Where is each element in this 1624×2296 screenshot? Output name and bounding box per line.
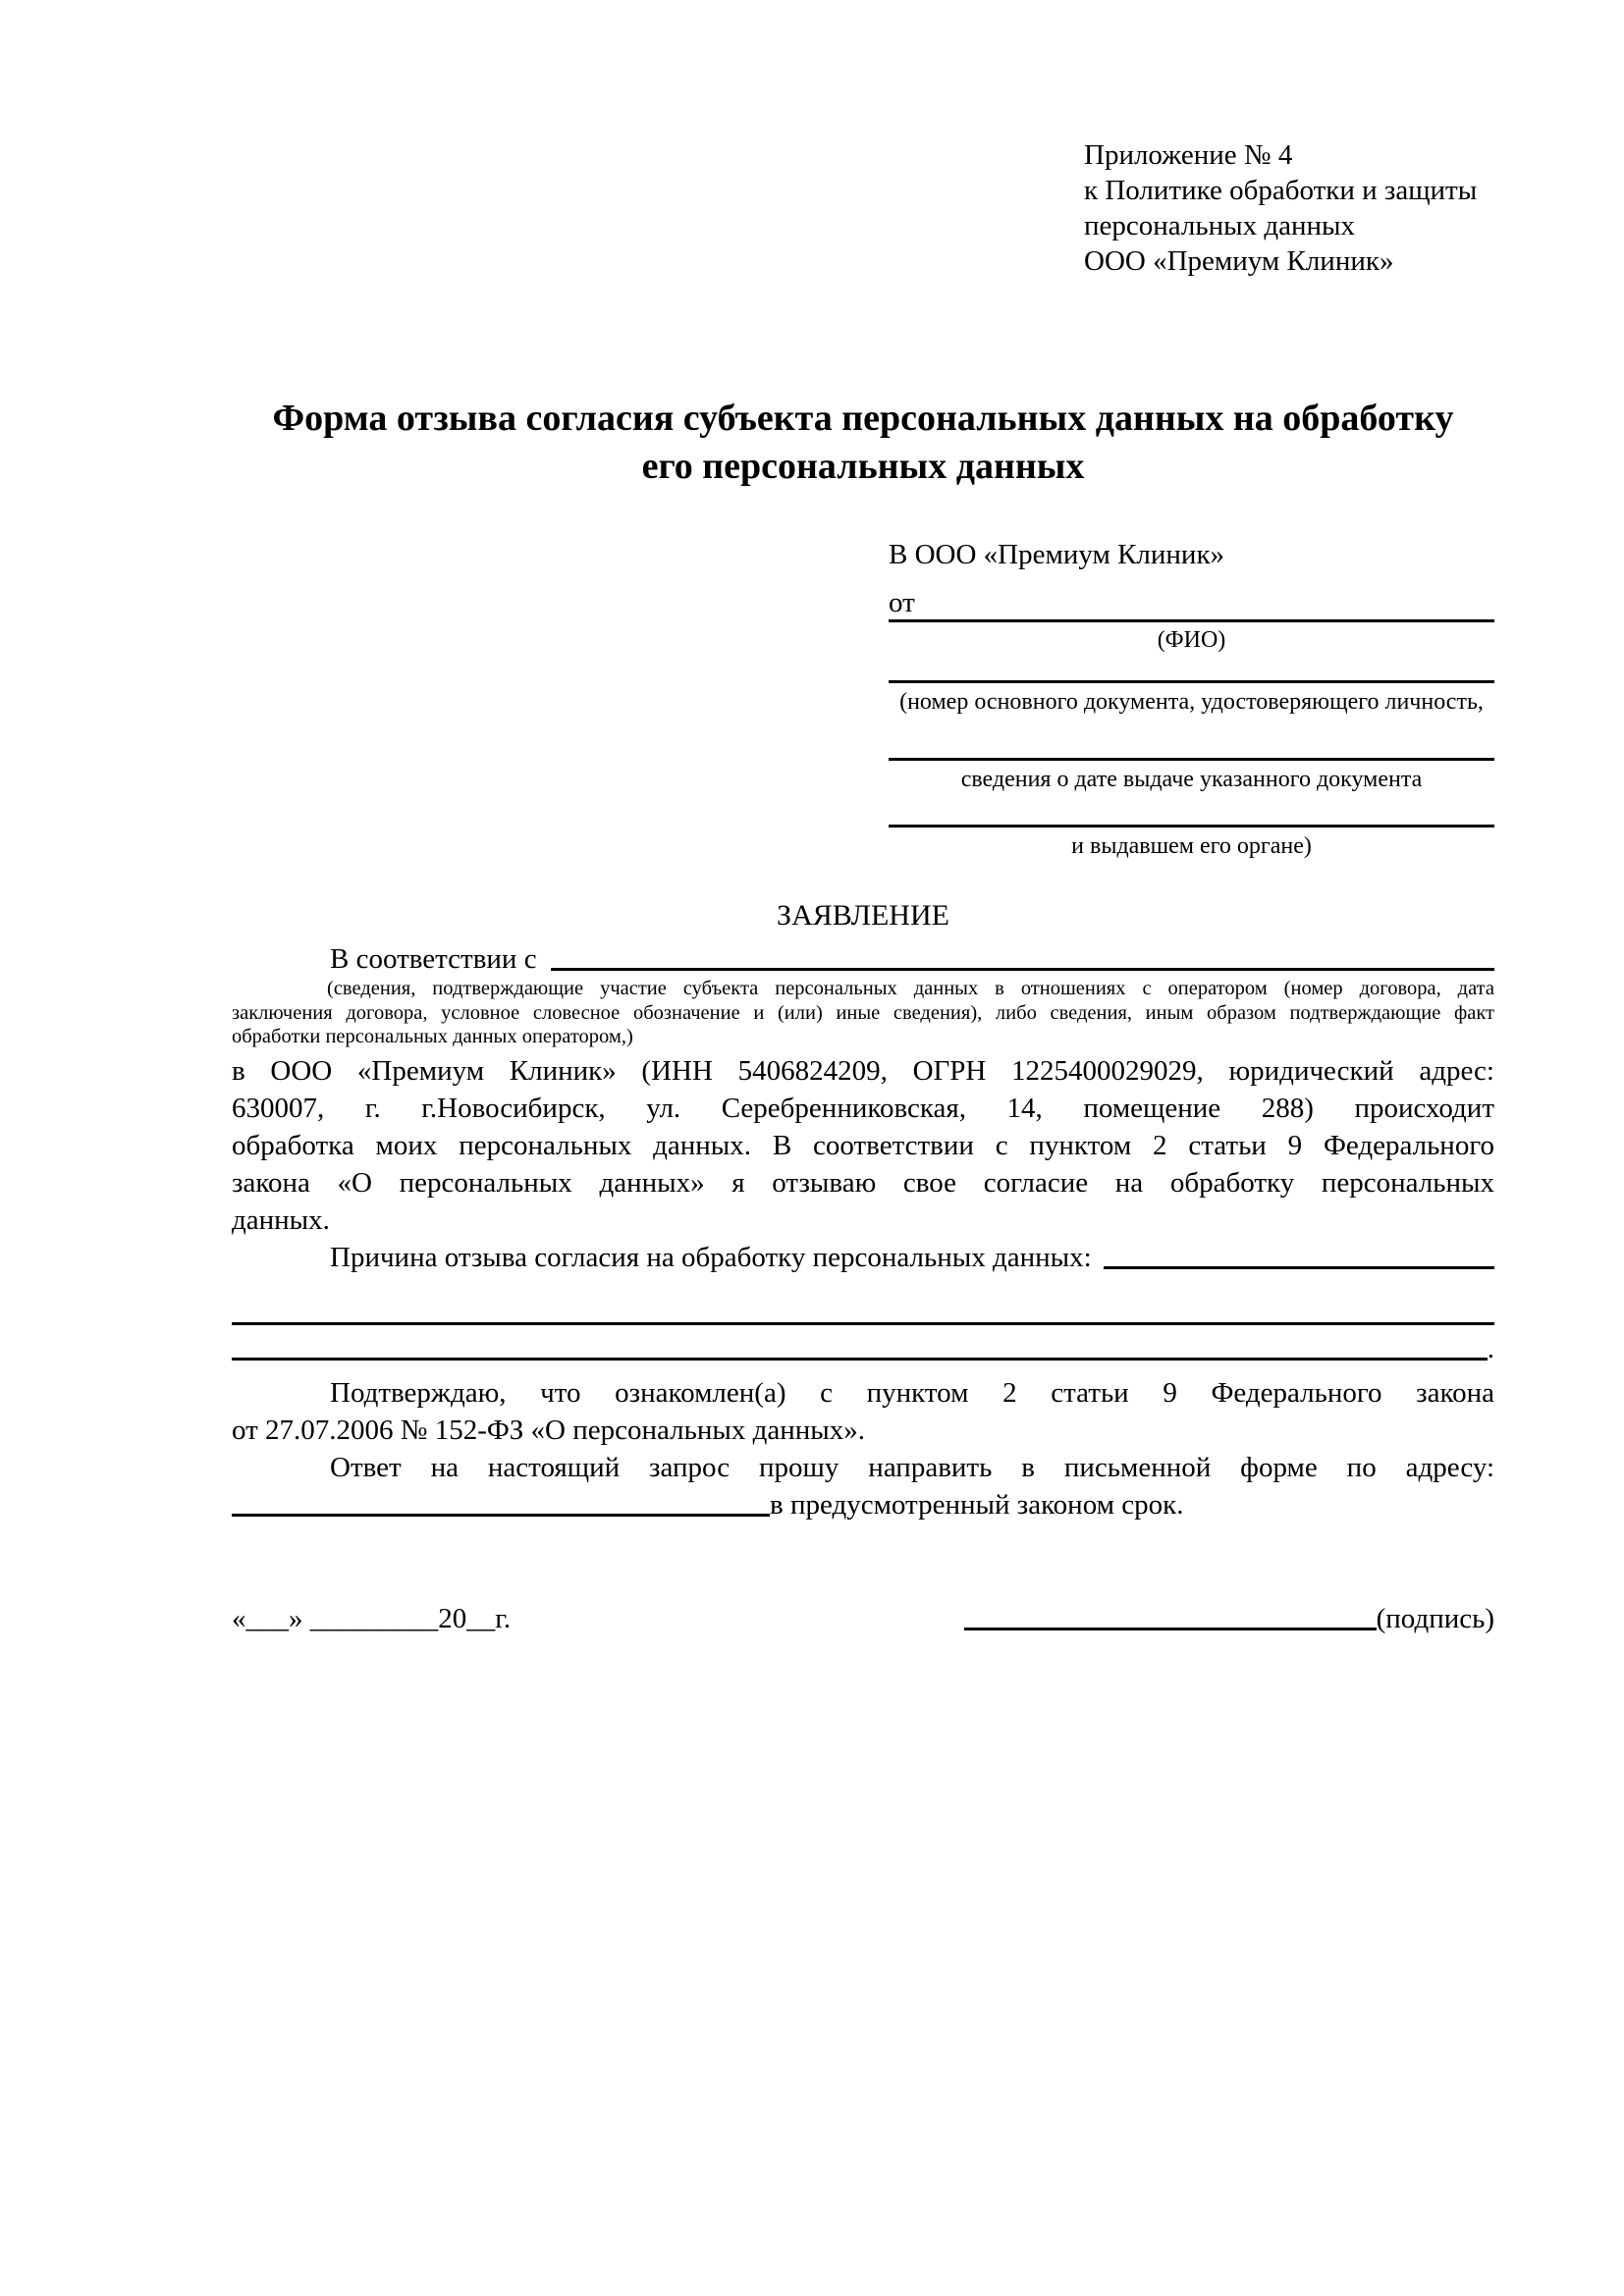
signature-blank-line <box>964 1628 1377 1630</box>
confirmation-line: Подтверждаю, что ознакомлен(а) с пунктом 2 статьи 9 Федерального закона <box>330 1377 1494 1409</box>
intro-prefix: В соответствии с <box>330 943 537 975</box>
reason-extra-blank-line-2 <box>232 1330 1494 1367</box>
header-note-line: Приложение № 4 <box>1084 139 1293 171</box>
id-document-caption: (номер основного документа, удостоверяющего личность, <box>899 689 1484 715</box>
body-line: обработка моих персональных данных. В соответствии с пунктом 2 статьи 9 Федерального <box>232 1130 1494 1161</box>
reply-suffix: в предусмотренный законом срок. <box>770 1489 1184 1521</box>
body-paragraph <box>232 1052 1494 1239</box>
reason-extra-blank-line-1 <box>232 1322 1494 1325</box>
reason-extra-blank-line-2-rule <box>232 1358 1488 1361</box>
header-note-line: к Политике обработки и защиты <box>1084 175 1478 206</box>
reply-address-row <box>232 1486 1494 1523</box>
body-line: 630007, г. г.Новосибирск, ул. Серебренниковская, 14, помещение 288) происходит <box>232 1093 1494 1124</box>
footnote-line: заключения договора, условное словесное обозначение и (или) иные сведения), либо сведения, иным образом подтверждающие факт <box>232 1001 1494 1024</box>
sentence-period: . <box>1487 1333 1494 1364</box>
issuing-authority-blank-line <box>889 825 1494 828</box>
header-note-line: персональных данных <box>1084 210 1356 241</box>
issue-date-caption: сведения о дате выдаче указанного документа <box>960 767 1423 792</box>
header-note <box>1084 137 1477 279</box>
confirmation-paragraph <box>232 1374 1494 1449</box>
intro-line <box>232 940 1494 978</box>
id-document-blank-line <box>889 680 1494 683</box>
reason-label: Причина отзыва согласия на обработку персональных данных: <box>330 1242 1092 1273</box>
reply-line: Ответ на настоящий запрос прошу направить в письменной форме по адресу: <box>330 1452 1494 1483</box>
body-line: в ООО «Премиум Клиник» (ИНН 5406824209, ОГРН 1225400029029, юридический адрес: <box>232 1055 1494 1087</box>
issuing-authority-caption: и выдавшем его органе) <box>1071 833 1312 859</box>
title-line: его персональных данных <box>641 446 1085 487</box>
footer-row <box>232 1600 1494 1637</box>
fio-blank-line <box>889 619 1494 622</box>
header-note-line: ООО «Премиум Клиник» <box>1084 245 1394 277</box>
issue-date-blank-line <box>889 758 1494 761</box>
addressee-from-label: от <box>889 587 915 618</box>
body-line: данных. <box>232 1204 330 1236</box>
reason-blank-line <box>1104 1266 1494 1269</box>
footnote-line: обработки персональных данных оператором,) <box>232 1026 633 1047</box>
confirmation-line: от 27.07.2006 № 152-ФЗ «О персональных данных». <box>232 1415 866 1446</box>
fio-caption: (ФИО) <box>1157 627 1226 653</box>
signature-group <box>964 1600 1494 1637</box>
body-line: закона «О персональных данных» я отзываю свое согласие на обработку персональных <box>232 1167 1494 1199</box>
reply-address-blank-line <box>232 1514 770 1517</box>
reply-paragraph <box>232 1449 1494 1523</box>
intro-footnote <box>232 977 1494 1049</box>
intro-blank-line <box>551 968 1494 971</box>
addressee-to: В ООО «Премиум Клиник» <box>889 539 1225 570</box>
date-blank: «___» _________20__г. <box>232 1603 512 1634</box>
statement-heading: ЗАЯВЛЕНИЕ <box>777 899 949 932</box>
title-line: Форма отзыва согласия субъекта персональных данных на обработку <box>272 398 1454 439</box>
reason-line <box>232 1239 1494 1276</box>
signature-caption: (подпись) <box>1376 1603 1494 1634</box>
document-title <box>232 395 1494 491</box>
footnote-line: (сведения, подтверждающие участие субъекта персональных данных в отношениях с оператором (номер договора, дата <box>327 978 1494 999</box>
